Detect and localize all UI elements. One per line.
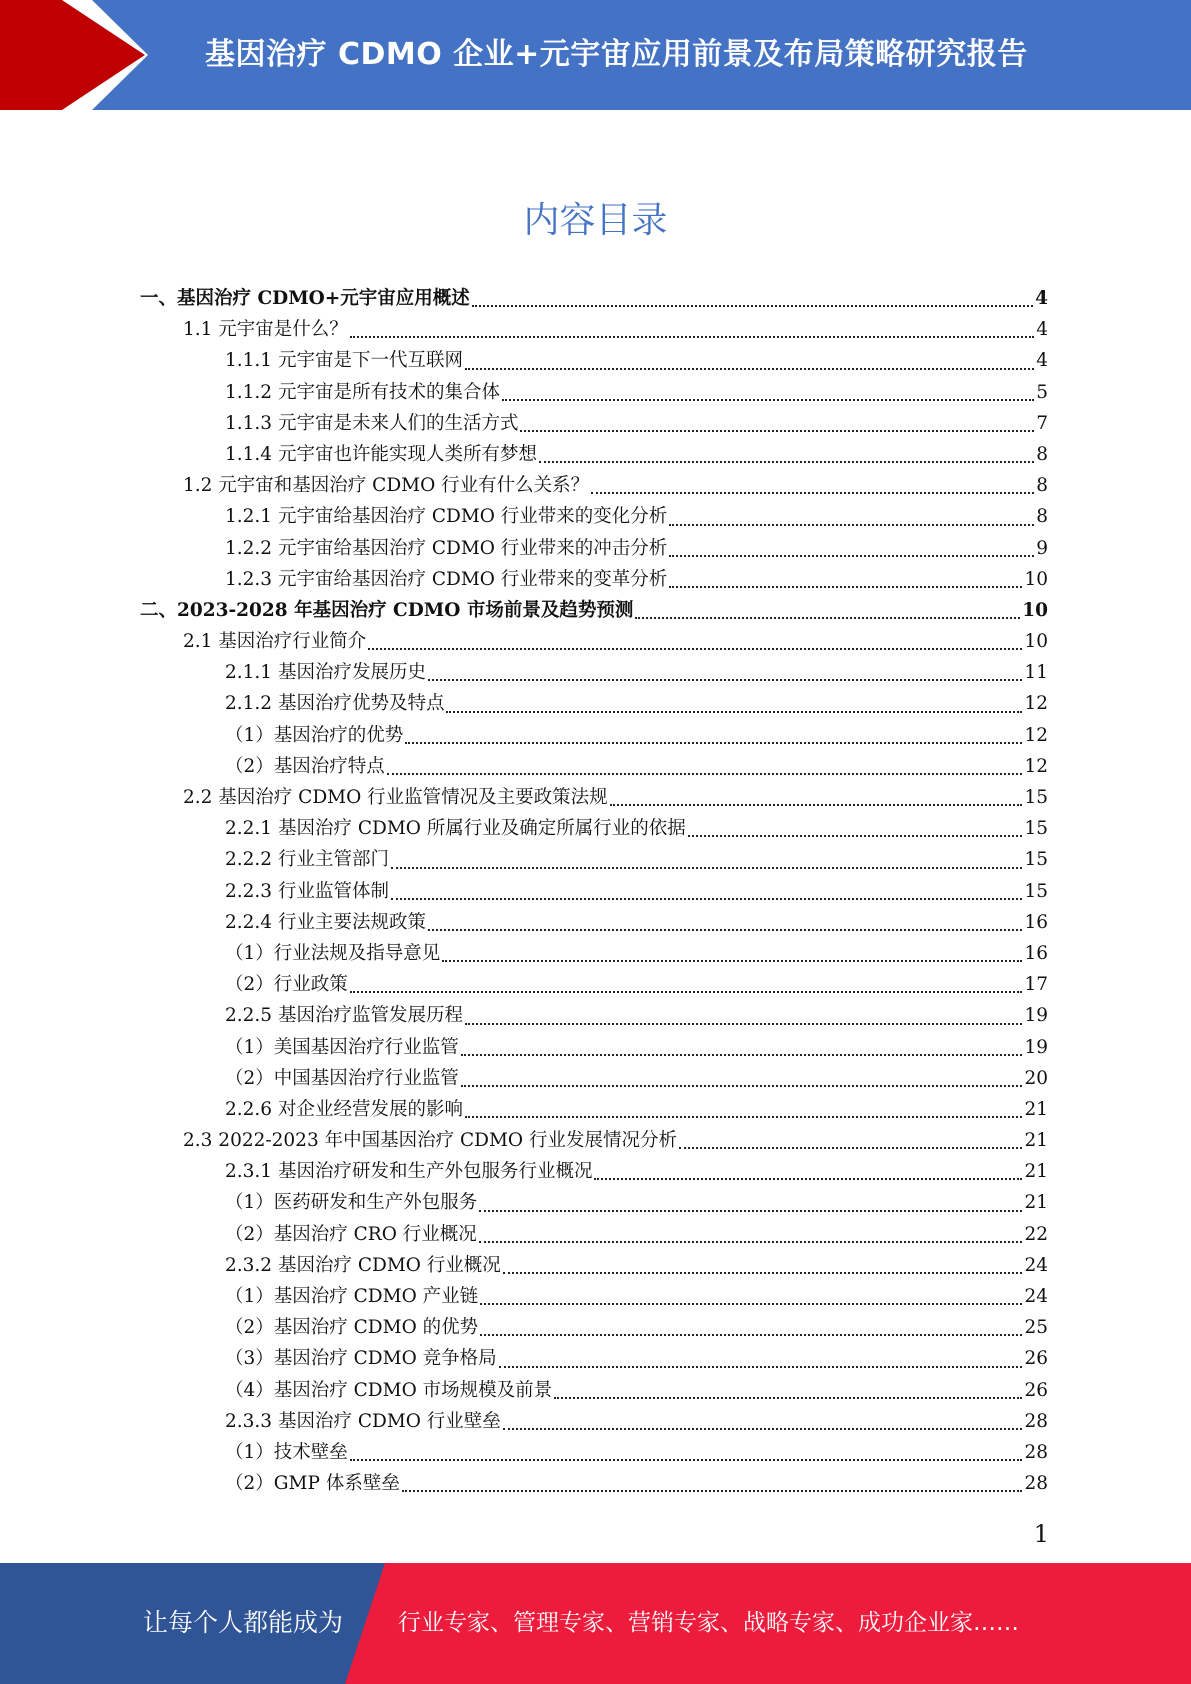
toc-entry[interactable]	[140, 1032, 1048, 1063]
toc-leader-dots	[480, 1303, 1022, 1305]
toc-entry-page: 24	[1024, 1286, 1048, 1307]
toc-leader-dots	[402, 1490, 1023, 1492]
toc-entry-title: （2）基因治疗特点	[225, 755, 385, 777]
toc-entry[interactable]	[140, 470, 1048, 501]
toc-leader-dots	[465, 1023, 1022, 1025]
page-number: 1	[1033, 1520, 1049, 1548]
toc-entry[interactable]	[140, 969, 1048, 1000]
table-of-contents	[140, 283, 1048, 1499]
toc-leader-dots	[688, 835, 1023, 837]
toc-entry-title: （3）基因治疗 CDMO 竞争格局	[225, 1348, 497, 1370]
toc-entry-page: 26	[1024, 1379, 1048, 1401]
toc-entry[interactable]	[140, 408, 1048, 439]
toc-entry-page: 24	[1024, 1254, 1048, 1276]
toc-entry[interactable]	[140, 657, 1048, 688]
toc-entry-page: 4	[1035, 288, 1048, 309]
report-title: 基因治疗 CDMO 企业+元宇宙应用前景及布局策略研究报告	[205, 37, 1028, 72]
toc-leader-dots	[479, 1210, 1022, 1212]
toc-entry-page: 15	[1024, 880, 1048, 902]
footer-banner	[0, 1563, 1191, 1684]
toc-leader-dots	[465, 368, 1034, 370]
toc-entry[interactable]	[140, 1468, 1048, 1499]
toc-entry-title: （1）美国基因治疗行业监管	[225, 1036, 459, 1058]
toc-entry-title: （1）医药研发和生产外包服务	[225, 1192, 478, 1214]
toc-entry[interactable]	[140, 1281, 1048, 1312]
toc-entry-title: 二、2023-2028 年基因治疗 CDMO 市场前景及趋势预测	[140, 599, 634, 621]
toc-entry-page: 8	[1036, 443, 1048, 465]
toc-entry-page: 10	[1022, 599, 1048, 621]
toc-entry-page: 28	[1024, 1410, 1048, 1432]
toc-entry-title: 1.1.4 元宇宙也许能实现人类所有梦想	[225, 443, 537, 465]
toc-entry-title: （1）行业法规及指导意见	[225, 942, 441, 964]
toc-entry[interactable]	[140, 439, 1048, 470]
toc-entry-title: （1）基因治疗的优势	[225, 724, 404, 746]
toc-entry-page: 12	[1024, 724, 1048, 746]
toc-leader-dots	[442, 960, 1022, 962]
toc-entry-title: 2.2.5 基因治疗监管发展历程	[225, 1005, 463, 1027]
toc-leader-dots	[480, 1334, 1022, 1336]
toc-leader-dots	[669, 586, 1022, 588]
toc-entry[interactable]	[140, 720, 1048, 751]
toc-entry[interactable]	[140, 1437, 1048, 1468]
toc-leader-dots	[461, 1054, 1023, 1056]
toc-entry-page: 15	[1024, 787, 1048, 808]
toc-entry[interactable]	[140, 1219, 1048, 1250]
toc-leader-dots	[428, 929, 1022, 931]
toc-entry[interactable]	[140, 1125, 1048, 1156]
toc-entry[interactable]	[140, 1312, 1048, 1343]
toc-entry-title: （2）基因治疗 CRO 行业概况	[225, 1223, 477, 1245]
toc-leader-dots	[479, 1241, 1023, 1243]
toc-leader-dots	[405, 742, 1022, 744]
toc-leader-dots	[669, 524, 1034, 526]
toc-entry[interactable]	[140, 626, 1048, 657]
toc-leader-dots	[669, 555, 1034, 557]
toc-entry-page: 4	[1036, 319, 1048, 341]
toc-entry-page: 17	[1024, 974, 1048, 996]
toc-leader-dots	[391, 898, 1022, 900]
toc-leader-dots	[391, 867, 1022, 869]
toc-entry-title: 2.3 2022-2023 年中国基因治疗 CDMO 行业发展情况分析	[183, 1130, 677, 1152]
toc-entry-page: 9	[1036, 537, 1048, 559]
toc-entry-title: 1.2.1 元宇宙给基因治疗 CDMO 行业带来的变化分析	[225, 506, 668, 528]
toc-entry-title: （2）基因治疗 CDMO 的优势	[225, 1317, 479, 1339]
toc-entry-title: 2.3.3 基因治疗 CDMO 行业壁垒	[225, 1410, 501, 1432]
toc-leader-dots	[503, 1428, 1023, 1430]
toc-entry-page: 10	[1024, 631, 1048, 653]
footer-slogan-right: 行业专家、管理专家、营销专家、战略专家、成功企业家……	[398, 1610, 1019, 1636]
toc-entry-title: 2.1.1 基因治疗发展历史	[225, 662, 426, 684]
toc-entry-title: 1.1 元宇宙是什么？	[183, 319, 348, 341]
toc-leader-dots	[503, 1272, 1023, 1274]
toc-leader-dots	[461, 1085, 1023, 1087]
toc-entry[interactable]	[140, 1250, 1048, 1281]
toc-entry-title: 1.2.2 元宇宙给基因治疗 CDMO 行业带来的冲击分析	[225, 537, 668, 559]
toc-entry[interactable]	[140, 1343, 1048, 1374]
toc-entry-title: （1）基因治疗 CDMO 产业链	[225, 1286, 479, 1307]
toc-entry-title: 2.2 基因治疗 CDMO 行业监管情况及主要政策法规	[183, 787, 608, 808]
toc-leader-dots	[591, 492, 1034, 494]
toc-entry[interactable]	[140, 1063, 1048, 1094]
toc-leader-dots	[387, 773, 1023, 775]
toc-entry-title: 2.3.2 基因治疗 CDMO 行业概况	[225, 1254, 501, 1276]
toc-entry-page: 12	[1024, 693, 1048, 715]
toc-leader-dots	[350, 991, 1023, 993]
toc-entry[interactable]	[140, 1187, 1048, 1218]
toc-entry-title: 2.2.1 基因治疗 CDMO 所属行业及确定所属行业的依据	[225, 818, 686, 840]
toc-entry-title: 1.1.3 元宇宙是未来人们的生活方式	[225, 412, 519, 434]
toc-entry-page: 21	[1024, 1192, 1048, 1214]
toc-entry-title: 2.3.1 基因治疗研发和生产外包服务行业概况	[225, 1161, 593, 1183]
toc-entry[interactable]	[140, 876, 1048, 907]
toc-entry-title: 2.1 基因治疗行业简介	[183, 631, 367, 653]
toc-entry-page: 28	[1024, 1441, 1048, 1463]
toc-entry-page: 8	[1036, 475, 1048, 497]
toc-entry-title: 2.2.4 行业主要法规政策	[225, 911, 426, 933]
toc-entry-page: 8	[1036, 506, 1048, 528]
toc-entry-title: 1.2 元宇宙和基因治疗 CDMO 行业有什么关系？	[183, 475, 590, 497]
toc-entry[interactable]	[140, 283, 1048, 314]
toc-leader-dots	[635, 617, 1020, 619]
toc-entry-page: 5	[1036, 381, 1048, 403]
toc-leader-dots	[520, 430, 1034, 432]
toc-entry-page: 25	[1024, 1317, 1048, 1339]
toc-entry-page: 10	[1024, 568, 1048, 590]
toc-entry-page: 15	[1024, 818, 1048, 840]
toc-entry-page: 11	[1024, 662, 1048, 684]
toc-entry[interactable]	[140, 1375, 1048, 1406]
toc-entry[interactable]	[140, 564, 1048, 595]
toc-entry-page: 21	[1024, 1161, 1048, 1183]
toc-entry-page: 19	[1024, 1036, 1048, 1058]
toc-leader-dots	[502, 399, 1034, 401]
toc-entry-page: 21	[1024, 1098, 1048, 1120]
toc-leader-dots	[499, 1366, 1023, 1368]
footer-slogan-left: 让每个人都能成为	[143, 1608, 344, 1637]
toc-entry[interactable]	[140, 345, 1048, 376]
toc-entry-page: 7	[1036, 412, 1048, 434]
toc-entry-title: （2）行业政策	[225, 974, 348, 996]
toc-leader-dots	[554, 1397, 1022, 1399]
toc-leader-dots	[465, 1116, 1022, 1118]
toc-leader-dots	[350, 1459, 1023, 1461]
toc-entry[interactable]	[140, 533, 1048, 564]
toc-leader-dots	[446, 711, 1022, 713]
toc-entry[interactable]	[140, 314, 1048, 345]
toc-entry-title: （4）基因治疗 CDMO 市场规模及前景	[225, 1379, 553, 1401]
toc-leader-dots	[428, 679, 1022, 681]
toc-entry-title: （2）GMP 体系壁垒	[225, 1473, 400, 1495]
toc-entry-page: 15	[1024, 849, 1048, 871]
toc-entry[interactable]	[140, 844, 1048, 875]
toc-entry-page: 28	[1024, 1473, 1048, 1495]
toc-entry-page: 21	[1024, 1130, 1048, 1152]
toc-entry-page: 16	[1024, 911, 1048, 933]
toc-leader-dots	[610, 804, 1023, 806]
toc-entry-title: 2.2.3 行业监管体制	[225, 880, 389, 902]
toc-entry[interactable]	[140, 751, 1048, 782]
toc-entry-page: 4	[1036, 350, 1048, 372]
toc-entry[interactable]	[140, 688, 1048, 719]
toc-entry-page: 12	[1024, 755, 1048, 777]
toc-entry-title: （2）中国基因治疗行业监管	[225, 1067, 459, 1089]
toc-leader-dots	[368, 648, 1022, 650]
toc-entry-title: 1.1.1 元宇宙是下一代互联网	[225, 350, 463, 372]
toc-leader-dots	[539, 461, 1034, 463]
toc-leader-dots	[679, 1147, 1022, 1149]
toc-entry[interactable]	[140, 595, 1048, 626]
toc-leader-dots	[594, 1178, 1022, 1180]
toc-entry-title: （1）技术壁垒	[225, 1441, 348, 1463]
toc-entry-page: 16	[1024, 942, 1048, 964]
toc-entry[interactable]	[140, 813, 1048, 844]
toc-leader-dots	[350, 336, 1034, 338]
header-banner	[0, 0, 1191, 110]
toc-entry[interactable]	[140, 1406, 1048, 1437]
toc-entry-page: 26	[1024, 1348, 1048, 1370]
toc-entry-title: 2.2.6 对企业经营发展的影响	[225, 1098, 463, 1120]
toc-entry-page: 22	[1024, 1223, 1048, 1245]
toc-entry-page: 20	[1024, 1067, 1048, 1089]
toc-entry-title: 2.2.2 行业主管部门	[225, 849, 389, 871]
toc-entry[interactable]	[140, 938, 1048, 969]
toc-entry[interactable]	[140, 1156, 1048, 1187]
toc-leader-dots	[472, 305, 1033, 307]
toc-entry[interactable]	[140, 782, 1048, 813]
toc-entry-title: 1.2.3 元宇宙给基因治疗 CDMO 行业带来的变革分析	[225, 568, 668, 590]
toc-entry[interactable]	[140, 377, 1048, 408]
toc-entry[interactable]	[140, 501, 1048, 532]
toc-entry-title: 1.1.2 元宇宙是所有技术的集合体	[225, 381, 500, 403]
toc-heading: 内容目录	[523, 200, 668, 241]
toc-entry[interactable]	[140, 1000, 1048, 1031]
toc-entry-page: 19	[1024, 1005, 1048, 1027]
toc-entry-title: 2.1.2 基因治疗优势及特点	[225, 693, 445, 715]
toc-entry[interactable]	[140, 1094, 1048, 1125]
toc-entry-title: 一、基因治疗 CDMO+元宇宙应用概述	[140, 288, 470, 309]
toc-entry[interactable]	[140, 907, 1048, 938]
